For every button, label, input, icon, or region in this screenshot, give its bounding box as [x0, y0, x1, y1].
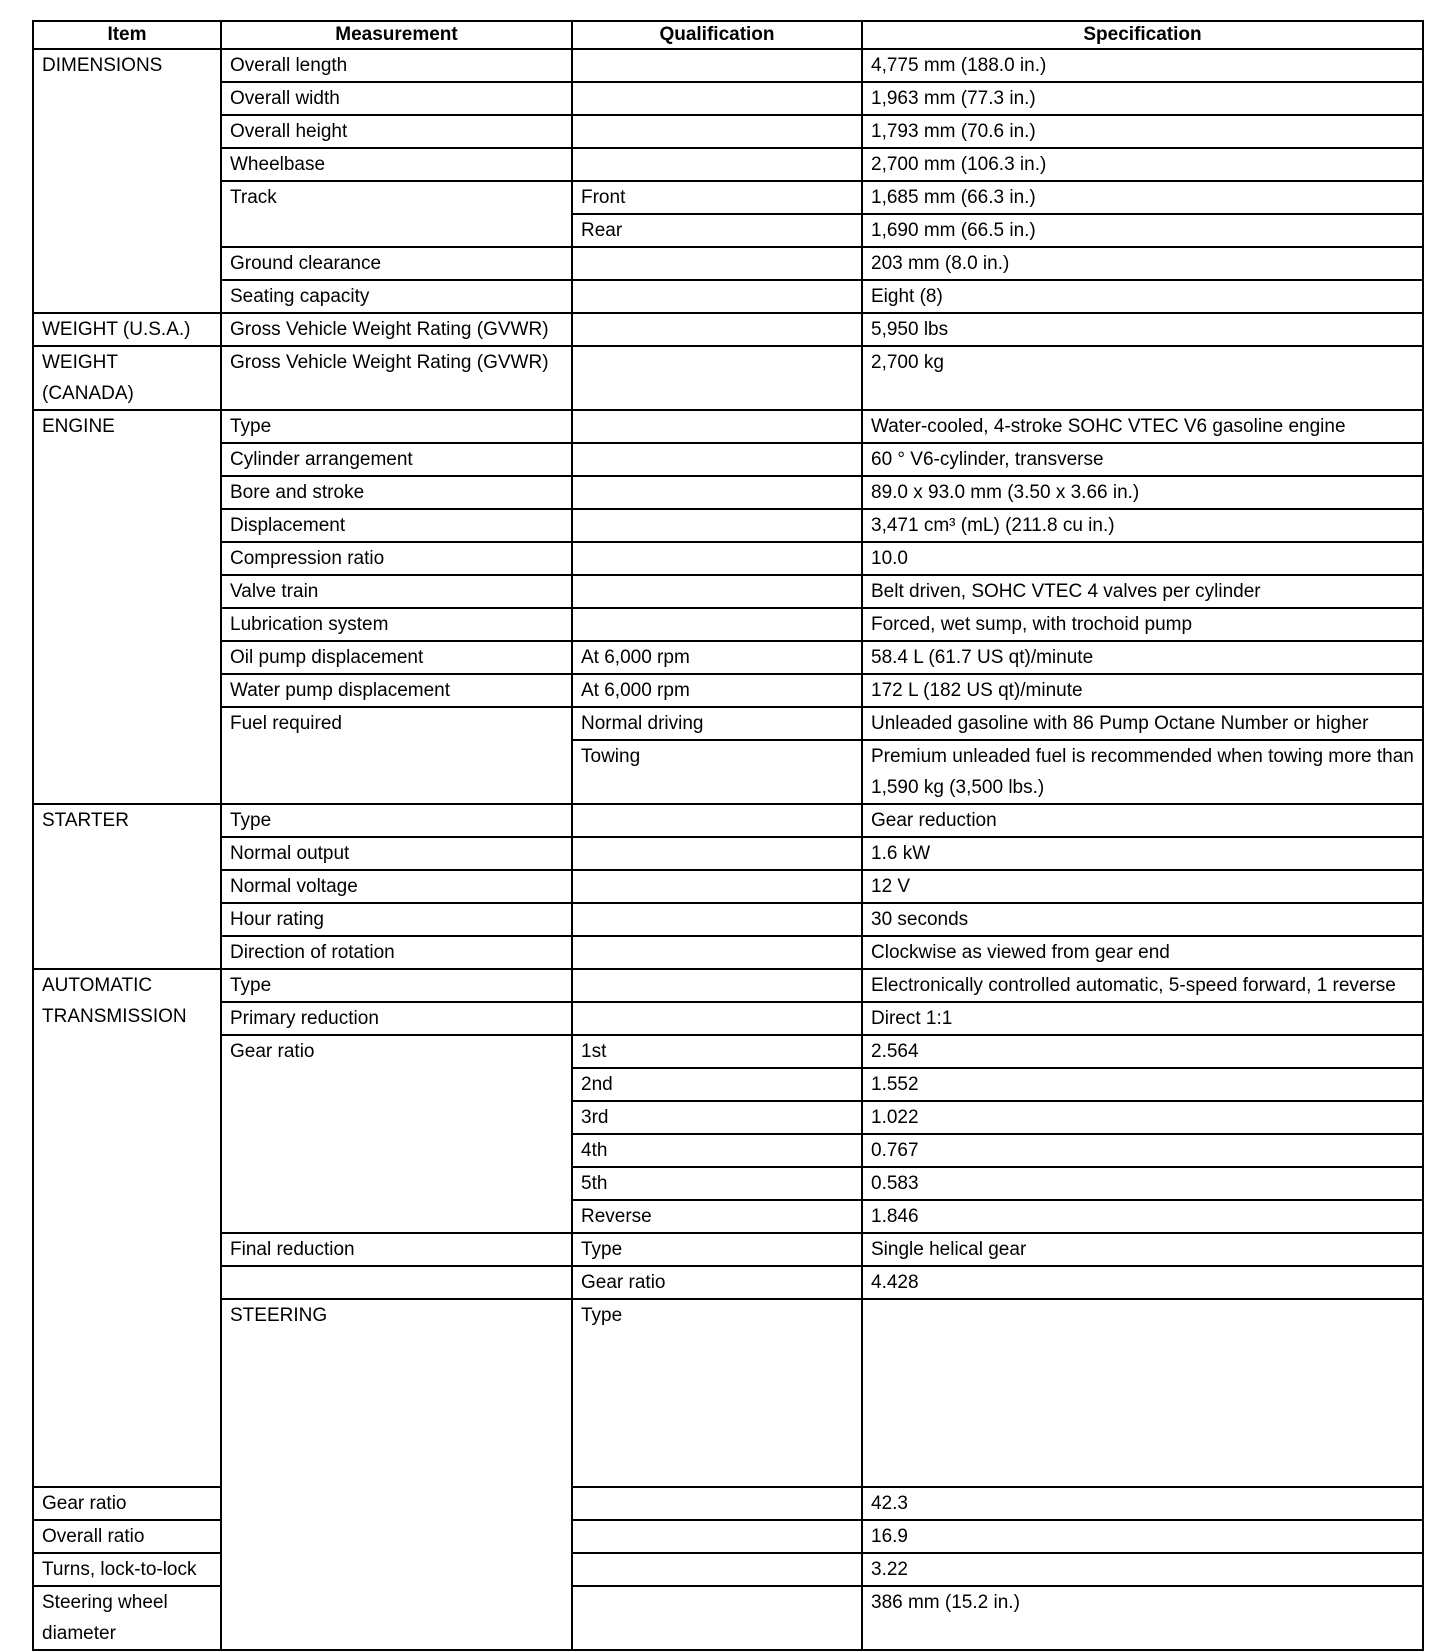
table-row [33, 575, 1423, 608]
specification-cell: 1.846 [862, 1200, 1423, 1233]
measurement-cell [221, 1266, 572, 1299]
table-row [33, 443, 1423, 476]
qualification-cell: 3rd [572, 1101, 862, 1134]
table-row [33, 1233, 1423, 1266]
item-cell: DIMENSIONS [33, 49, 221, 313]
table-row [33, 346, 1423, 410]
qualification-cell: Type [572, 1233, 862, 1266]
specification-cell: 5,950 lbs [862, 313, 1423, 346]
qualification-cell [572, 247, 862, 280]
qualification-cell: Towing [572, 740, 862, 804]
specification-cell: Water-cooled, 4-stroke SOHC VTEC V6 gasoline engine [862, 410, 1423, 443]
qualification-cell [572, 346, 862, 410]
specification-cell: 2,700 mm (106.3 in.) [862, 148, 1423, 181]
qualification-cell [572, 443, 862, 476]
table-row [33, 542, 1423, 575]
table-row [33, 1035, 1423, 1068]
table-row [33, 903, 1423, 936]
qualification-cell [572, 49, 862, 82]
table-row [33, 247, 1423, 280]
qualification-cell [572, 575, 862, 608]
specification-cell: 1,963 mm (77.3 in.) [862, 82, 1423, 115]
specification-cell: 42.3 [862, 1487, 1423, 1520]
item-cell: STARTER [33, 804, 221, 969]
specifications-table [32, 20, 1424, 1651]
specification-cell: 16.9 [862, 1520, 1423, 1553]
table-row [33, 1002, 1423, 1035]
measurement-cell: Hour rating [221, 903, 572, 936]
table-row [33, 181, 1423, 214]
qualification-cell [572, 542, 862, 575]
measurement-cell: Gear ratio [221, 1035, 572, 1233]
measurement-cell: Overall length [221, 49, 572, 82]
measurement-cell: Steering wheel diameter [33, 1586, 221, 1650]
table-row [33, 1266, 1423, 1299]
measurement-cell: Bore and stroke [221, 476, 572, 509]
specification-cell: 4,775 mm (188.0 in.) [862, 49, 1423, 82]
measurement-cell: Wheelbase [221, 148, 572, 181]
item-cell: STEERING [221, 1299, 572, 1650]
measurement-cell: Fuel required [221, 707, 572, 804]
table-body [33, 49, 1423, 1650]
item-cell: WEIGHT (CANADA) [33, 346, 221, 410]
qualification-cell [572, 1520, 862, 1553]
item-cell: ENGINE [33, 410, 221, 804]
measurement-cell: Type [572, 1299, 862, 1487]
table-row [33, 82, 1423, 115]
qualification-cell [572, 115, 862, 148]
qualification-cell [572, 148, 862, 181]
table-row [33, 476, 1423, 509]
measurement-cell: Type [221, 969, 572, 1002]
table-row [33, 707, 1423, 740]
table-header-row [33, 21, 1423, 49]
qualification-cell: Normal driving [572, 707, 862, 740]
column-header-specification: Specification [862, 21, 1423, 49]
specification-cell: 30 seconds [862, 903, 1423, 936]
qualification-cell [572, 1586, 862, 1650]
measurement-cell: Normal output [221, 837, 572, 870]
table-row [33, 641, 1423, 674]
measurement-cell: Gross Vehicle Weight Rating (GVWR) [221, 346, 572, 410]
specification-cell: Electronically controlled automatic, 5-speed forward, 1 reverse [862, 969, 1423, 1002]
qualification-cell [572, 969, 862, 1002]
measurement-cell: Overall width [221, 82, 572, 115]
specification-cell: 4.428 [862, 1266, 1423, 1299]
column-header-qualification: Qualification [572, 21, 862, 49]
measurement-cell: Seating capacity [221, 280, 572, 313]
specification-cell: Single helical gear [862, 1233, 1423, 1266]
specification-cell: 2.564 [862, 1035, 1423, 1068]
qualification-cell [572, 936, 862, 969]
item-cell: WEIGHT (U.S.A.) [33, 313, 221, 346]
qualification-cell [862, 1299, 1423, 1487]
qualification-cell: Rear [572, 214, 862, 247]
measurement-cell: Overall ratio [33, 1520, 221, 1553]
specification-cell: Eight (8) [862, 280, 1423, 313]
measurement-cell: Type [221, 410, 572, 443]
measurement-cell: Displacement [221, 509, 572, 542]
qualification-cell: 4th [572, 1134, 862, 1167]
specification-cell: 12 V [862, 870, 1423, 903]
qualification-cell [572, 1002, 862, 1035]
specification-cell: 1,793 mm (70.6 in.) [862, 115, 1423, 148]
table-row [33, 49, 1423, 82]
specification-cell: 1.552 [862, 1068, 1423, 1101]
qualification-cell [572, 82, 862, 115]
table-row [33, 837, 1423, 870]
table-row [33, 148, 1423, 181]
specification-cell: 1.022 [862, 1101, 1423, 1134]
measurement-cell: Compression ratio [221, 542, 572, 575]
qualification-cell [572, 837, 862, 870]
qualification-cell: 1st [572, 1035, 862, 1068]
measurement-cell: Water pump displacement [221, 674, 572, 707]
qualification-cell: Reverse [572, 1200, 862, 1233]
table-row [33, 969, 1423, 1002]
specification-cell: Clockwise as viewed from gear end [862, 936, 1423, 969]
qualification-cell: 2nd [572, 1068, 862, 1101]
specification-cell: 60 ° V6-cylinder, transverse [862, 443, 1423, 476]
qualification-cell: 5th [572, 1167, 862, 1200]
specification-cell: 3.22 [862, 1553, 1423, 1586]
table-row [33, 936, 1423, 969]
table-row [33, 313, 1423, 346]
measurement-cell: Ground clearance [221, 247, 572, 280]
measurement-cell: Normal voltage [221, 870, 572, 903]
measurement-cell: Primary reduction [221, 1002, 572, 1035]
specification-cell: 1,685 mm (66.3 in.) [862, 181, 1423, 214]
measurement-cell: Overall height [221, 115, 572, 148]
specification-cell: 2,700 kg [862, 346, 1423, 410]
measurement-cell: Direction of rotation [221, 936, 572, 969]
table-row [33, 280, 1423, 313]
specification-cell: 1.6 kW [862, 837, 1423, 870]
measurement-cell: Valve train [221, 575, 572, 608]
specification-cell: 386 mm (15.2 in.) [862, 1586, 1423, 1650]
table-row [33, 509, 1423, 542]
qualification-cell [572, 804, 862, 837]
specification-cell: Forced, wet sump, with trochoid pump [862, 608, 1423, 641]
qualification-cell: At 6,000 rpm [572, 674, 862, 707]
qualification-cell [572, 509, 862, 542]
specification-cell: 203 mm (8.0 in.) [862, 247, 1423, 280]
qualification-cell [572, 410, 862, 443]
table-row [33, 410, 1423, 443]
specification-cell: 0.767 [862, 1134, 1423, 1167]
column-header-item: Item [33, 21, 221, 49]
specification-cell: 10.0 [862, 542, 1423, 575]
qualification-cell: Gear ratio [572, 1266, 862, 1299]
specification-cell: Direct 1:1 [862, 1002, 1423, 1035]
measurement-cell: Gross Vehicle Weight Rating (GVWR) [221, 313, 572, 346]
qualification-cell [572, 476, 862, 509]
measurement-cell: Oil pump displacement [221, 641, 572, 674]
measurement-cell: Turns, lock-to-lock [33, 1553, 221, 1586]
specification-cell: 89.0 x 93.0 mm (3.50 x 3.66 in.) [862, 476, 1423, 509]
specification-cell: Premium unleaded fuel is recommended when towing more than 1,590 kg (3,500 lbs.) [862, 740, 1423, 804]
specification-cell: 58.4 L (61.7 US qt)/minute [862, 641, 1423, 674]
qualification-cell [572, 313, 862, 346]
measurement-cell: Track [221, 181, 572, 247]
qualification-cell [572, 608, 862, 641]
table-row [33, 674, 1423, 707]
column-header-measurement: Measurement [221, 21, 572, 49]
table-row [33, 1299, 1423, 1487]
table-row [33, 870, 1423, 903]
specification-cell: Gear reduction [862, 804, 1423, 837]
specification-cell: 1,690 mm (66.5 in.) [862, 214, 1423, 247]
qualification-cell: Front [572, 181, 862, 214]
specification-cell: 3,471 cm³ (mL) (211.8 cu in.) [862, 509, 1423, 542]
qualification-cell: At 6,000 rpm [572, 641, 862, 674]
qualification-cell [572, 1487, 862, 1520]
qualification-cell [572, 870, 862, 903]
specification-cell: Unleaded gasoline with 86 Pump Octane Number or higher [862, 707, 1423, 740]
qualification-cell [572, 280, 862, 313]
qualification-cell [572, 1553, 862, 1586]
table-row [33, 804, 1423, 837]
measurement-cell: Cylinder arrangement [221, 443, 572, 476]
table-row [33, 115, 1423, 148]
item-cell: AUTOMATIC TRANSMISSION [33, 969, 221, 1487]
table-row [33, 608, 1423, 641]
measurement-cell: Gear ratio [33, 1487, 221, 1520]
measurement-cell: Lubrication system [221, 608, 572, 641]
measurement-cell: Final reduction [221, 1233, 572, 1266]
specification-cell: 172 L (182 US qt)/minute [862, 674, 1423, 707]
measurement-cell: Type [221, 804, 572, 837]
specification-cell: Belt driven, SOHC VTEC 4 valves per cylinder [862, 575, 1423, 608]
qualification-cell [572, 903, 862, 936]
specification-cell: 0.583 [862, 1167, 1423, 1200]
